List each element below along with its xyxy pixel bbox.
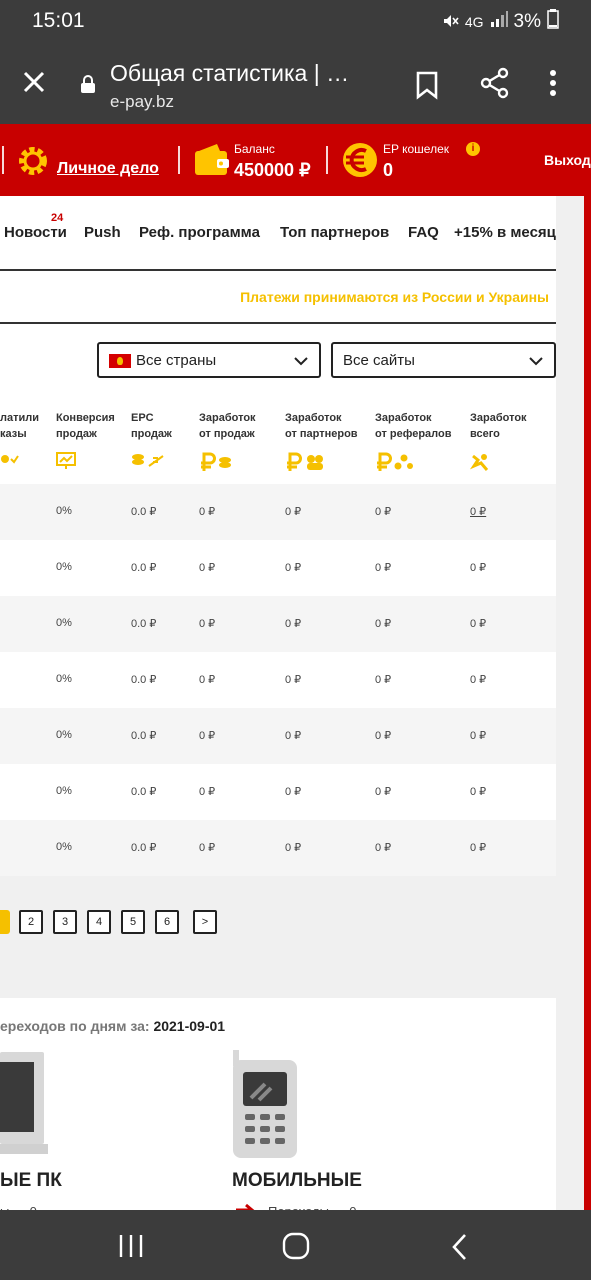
page-button[interactable]: 3 <box>53 910 77 934</box>
column-header: Заработок от партнеров <box>285 412 358 440</box>
table-cell: 0 ₽ <box>375 674 392 686</box>
payments-notice: Платежи принимаются из России и Украины <box>240 289 549 305</box>
next-page-button[interactable]: > <box>193 910 217 934</box>
page-button[interactable]: 2 <box>19 910 43 934</box>
table-cell: 0% <box>56 673 72 685</box>
chevron-down-icon <box>293 354 309 371</box>
table-cell: 0 ₽ <box>375 786 392 798</box>
table-cell: 0 ₽ <box>470 562 487 574</box>
table-cell: 0.0 ₽ <box>131 786 157 798</box>
table-row <box>0 820 556 876</box>
column-header: латили казы <box>0 412 40 440</box>
home-icon[interactable] <box>282 1232 310 1265</box>
page-button[interactable]: 4 <box>87 910 111 934</box>
table-cell: 0.0 ₽ <box>131 842 157 854</box>
personal-link[interactable]: Личное дело <box>57 160 159 177</box>
table-row <box>0 596 556 652</box>
table-cell: 0 ₽ <box>375 618 392 630</box>
table-cell[interactable]: 0 ₽ <box>470 506 487 518</box>
pagination-current[interactable] <box>0 910 10 934</box>
table-cell: 0 ₽ <box>199 842 216 854</box>
table-cell: 0% <box>56 729 72 741</box>
orders-icon <box>0 452 18 469</box>
traffic-date: 2021-09-01 <box>153 1018 226 1034</box>
total-earnings-icon <box>470 452 490 475</box>
country-select-value: Все страны <box>136 352 217 369</box>
table-cell: 0 ₽ <box>375 506 392 518</box>
table-cell: 0 ₽ <box>285 506 302 518</box>
table-cell: 0 ₽ <box>470 730 487 742</box>
table-row <box>0 708 556 764</box>
table-cell: 0 ₽ <box>285 562 302 574</box>
table-cell: 0.0 ₽ <box>131 618 157 630</box>
table-cell: 0% <box>56 505 72 517</box>
page-edge <box>584 196 591 1210</box>
site-select[interactable] <box>331 342 556 378</box>
column-header: Заработок от продаж <box>199 412 256 440</box>
table-cell: 0% <box>56 785 72 797</box>
table-cell: 0 ₽ <box>199 674 216 686</box>
chevron-down-icon <box>528 354 544 371</box>
table-cell: 0 ₽ <box>285 674 302 686</box>
balance-value: 450000 ₽ <box>234 160 311 180</box>
table-cell: 0 ₽ <box>285 618 302 630</box>
ruble-icon <box>199 452 233 475</box>
info-icon[interactable]: i <box>466 142 480 156</box>
column-header: Заработок от рефералов <box>375 412 452 440</box>
page-button[interactable]: 5 <box>121 910 145 934</box>
table-row <box>0 764 556 820</box>
table-cell: 0 ₽ <box>199 730 216 742</box>
page-title: Общая статистика | … <box>110 60 350 86</box>
table-cell: 0 ₽ <box>199 562 216 574</box>
nav-faq[interactable]: FAQ <box>408 224 439 241</box>
column-header: Заработок всего <box>470 412 527 440</box>
mobile-title: МОБИЛЬНЫЕ <box>232 1170 362 1191</box>
table-cell: 0 ₽ <box>199 506 216 518</box>
flag-icon <box>109 354 131 368</box>
logout-link[interactable]: Выход <box>544 152 591 168</box>
news-badge: 24 <box>51 212 64 224</box>
partners-icon <box>285 452 323 475</box>
nav-news[interactable]: Новости <box>4 224 67 241</box>
referrals-icon <box>375 452 413 475</box>
column-header: Конверсия продаж <box>56 412 115 440</box>
table-cell: 0 ₽ <box>285 786 302 798</box>
table-cell: 0 ₽ <box>199 618 216 630</box>
divider <box>0 269 556 271</box>
chart-icon <box>56 452 76 473</box>
balance-label: Баланс <box>234 142 275 156</box>
page-url[interactable]: e-pay.bz <box>110 92 174 111</box>
nav-push[interactable]: Push <box>84 224 121 241</box>
nav-top-partners[interactable]: Топ партнеров <box>280 224 390 241</box>
table-cell: 0 ₽ <box>285 730 302 742</box>
table-cell: 0 ₽ <box>375 842 392 854</box>
table-row <box>0 484 556 540</box>
site-select-value: Все сайты <box>343 352 415 369</box>
nav-bonus[interactable]: +15% в месяц <box>454 224 556 241</box>
table-cell: 0 ₽ <box>470 786 487 798</box>
country-select[interactable] <box>97 342 321 378</box>
table-cell: 0 ₽ <box>470 842 487 854</box>
table-cell: 0% <box>56 561 72 573</box>
ep-wallet-value: 0 <box>383 160 394 180</box>
pc-title: ЫЕ ПК <box>0 1170 62 1191</box>
table-cell: 0.0 ₽ <box>131 730 157 742</box>
table-cell: 0 ₽ <box>375 562 392 574</box>
table-cell: 0 ₽ <box>375 730 392 742</box>
table-row <box>0 540 556 596</box>
system-nav-bar <box>0 1210 591 1280</box>
table-cell: 0 ₽ <box>470 674 487 686</box>
table-cell: 0.0 ₽ <box>131 506 157 518</box>
back-icon[interactable] <box>450 1233 470 1266</box>
network-type: 4G <box>464 14 484 30</box>
table-row <box>0 652 556 708</box>
recents-icon[interactable] <box>118 1233 144 1264</box>
table-cell: 0% <box>56 617 72 629</box>
page-button[interactable]: 6 <box>155 910 179 934</box>
traffic-label: ереходов по дням за: 2021-09-01 <box>0 1018 226 1034</box>
table-cell: 0 ₽ <box>199 786 216 798</box>
battery-percent: 3% <box>513 11 541 32</box>
nav-referral[interactable]: Реф. программа <box>139 224 260 241</box>
status-time: 15:01 <box>32 9 85 32</box>
table-cell: 0.0 ₽ <box>131 674 157 686</box>
table-cell: 0 ₽ <box>470 618 487 630</box>
table-cell: 0.0 ₽ <box>131 562 157 574</box>
column-header: EPC продаж <box>131 412 172 440</box>
mobile-phone-icon <box>231 1050 299 1165</box>
table-cell: 0% <box>56 841 72 853</box>
ep-wallet-label: EP кошелек <box>383 142 450 156</box>
table-cell: 0 ₽ <box>285 842 302 854</box>
coins-icon <box>131 452 165 473</box>
divider <box>0 322 556 324</box>
desktop-pc-icon <box>0 1050 48 1165</box>
